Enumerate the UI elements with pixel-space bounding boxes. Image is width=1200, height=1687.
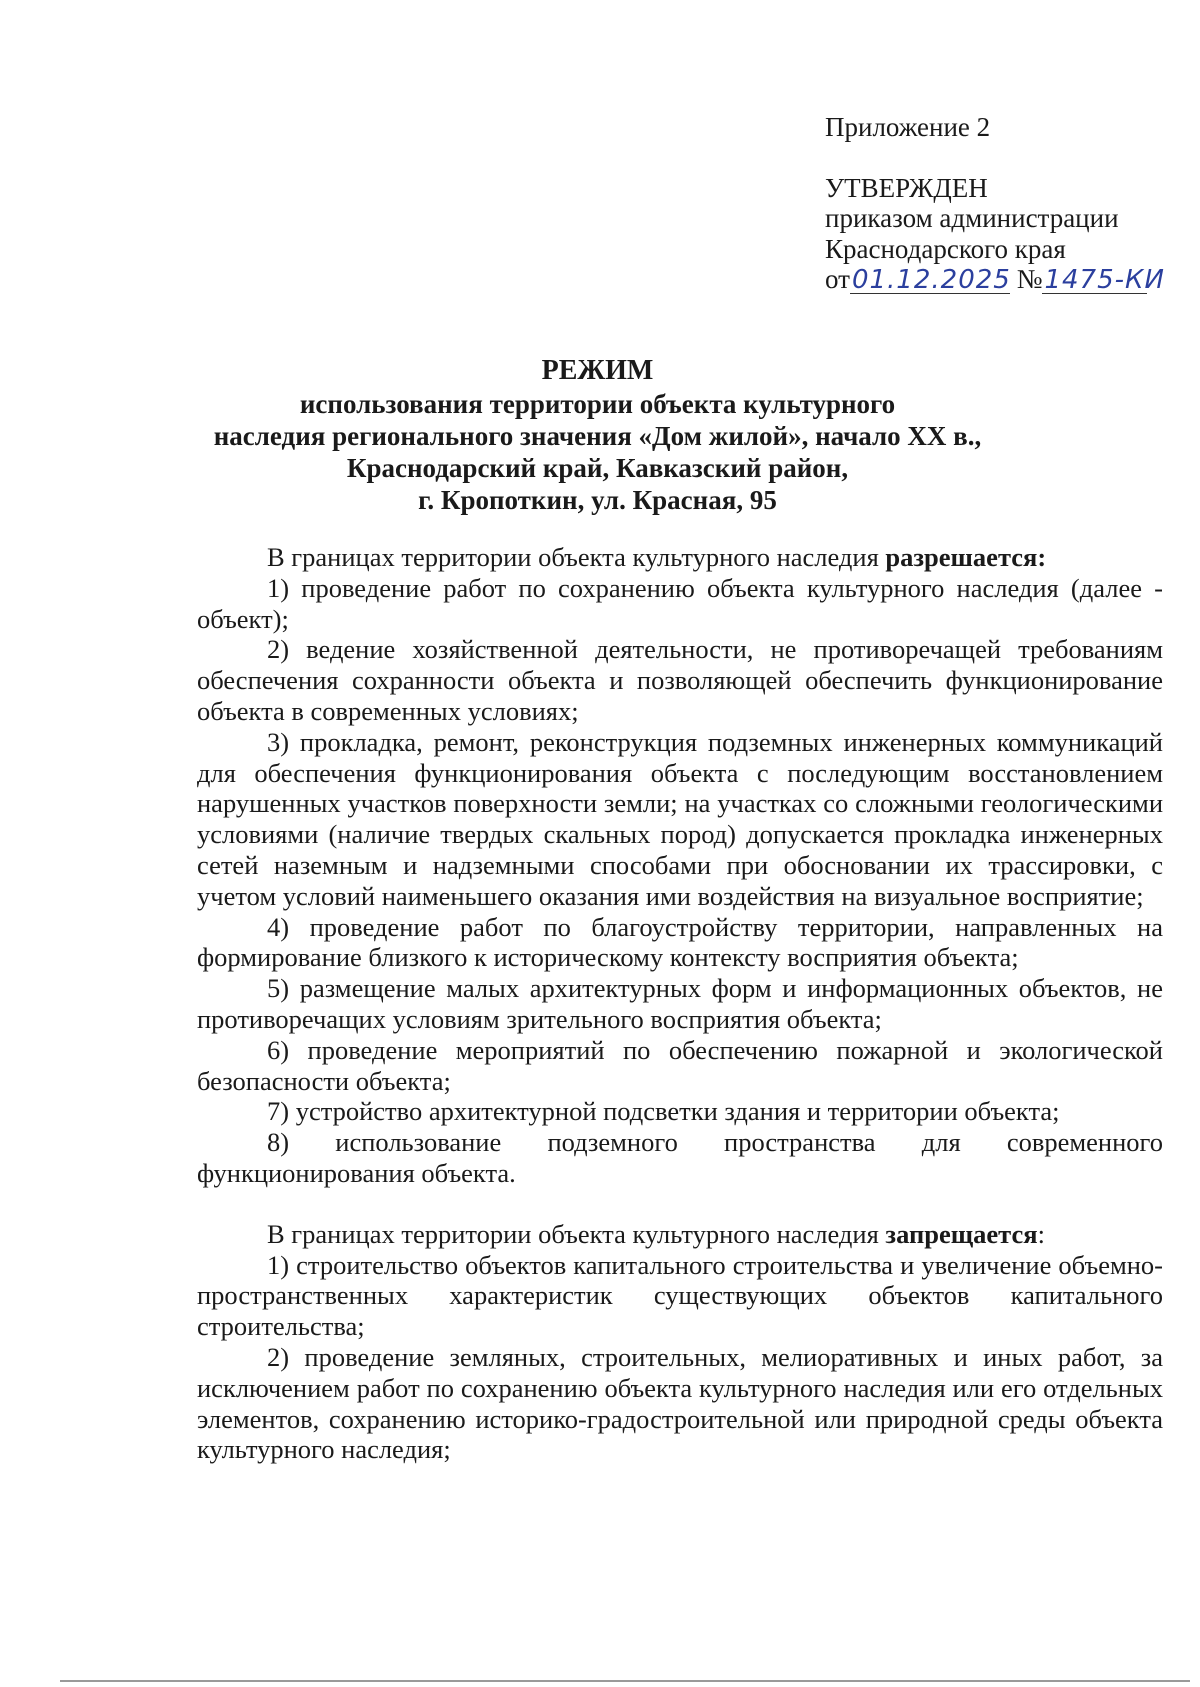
title-main: РЕЖИМ <box>541 355 654 386</box>
allowed-item: 2) ведение хозяйственной деятельности, не противоречащей требованиям обеспечения сохранности объекта и позволяющей обеспечить функционирование объекта в современных условиях; <box>197 634 1163 726</box>
allowed-item: 5) размещение малых архитектурных форм и информационных объектов, не противоречащих условиям зрительного восприятия объекта; <box>197 973 1163 1034</box>
appendix-label: Приложение 2 <box>825 112 991 142</box>
date-prefix: от <box>825 264 850 294</box>
allowed-keyword: разрешается: <box>885 542 1047 572</box>
title-line-2: наследия регионального значения «Дом жилой», начало XX в., <box>213 421 982 451</box>
title-line-1: использования территории объекта культурного <box>299 389 896 419</box>
approved-by-line1: приказом администрации <box>825 203 1119 233</box>
forbidden-item: 1) строительство объектов капитального строительства и увеличение объемно-пространственных характеристик существующих объектов капитального строительства; <box>197 1249 1163 1342</box>
approval-block <box>825 112 1165 295</box>
title-line-4: г. Кропоткин, ул. Красная, 95 <box>418 485 777 515</box>
approved-label: УТВЕРЖДЕН <box>825 172 988 203</box>
forbidden-keyword: запрещается <box>885 1218 1038 1249</box>
allowed-item: 6) проведение мероприятий по обеспечению пожарной и экологической безопасности объекта; <box>197 1034 1163 1096</box>
page-bottom-edge <box>60 1680 1190 1682</box>
allowed-intro: В границах территории объекта культурного наследия разрешается: <box>267 542 1047 572</box>
allowed-item: 3) прокладка, ремонт, реконструкция подземных инженерных коммуникаций для обеспечения функционирования объекта с последующим восстановлением нарушенных участков поверхности земли; на участках со сложными геологическими условиями (наличие твердых скальных пород) допускается прокладка инженерных сетей наземным и надземными способами при обосновании их трассировки, с учетом условий наименьшего оказания ими воздействия на визуальное восприятие; <box>197 726 1163 911</box>
allowed-item: 8) использование подземного пространства для современного функционирования объекта. <box>197 1127 1163 1188</box>
forbidden-item: 2) проведение земляных, строительных, мелиоративных и иных работ, за исключением работ по сохранению объекта культурного наследия или его отдельных элементов, сохранению историко-градостроительной или природной среды объекта культурного наследия; <box>197 1341 1163 1465</box>
forbidden-intro: В границах территории объекта культурного наследия запрещается: <box>267 1218 1045 1249</box>
allowed-item: 4) проведение работ по благоустройству территории, направленных на формирование близкого к историческому контексту восприятия объекта; <box>197 911 1163 973</box>
allowed-item: 1) проведение работ по сохранению объекта культурного наследия (далее - объект); <box>197 572 1163 634</box>
allowed-item: 7) устройство архитектурной подсветки здания и территории объекта; <box>267 1096 1060 1127</box>
approved-by-line2: Краснодарского края <box>825 233 1066 264</box>
order-date-line <box>825 264 1165 295</box>
handwritten-number: 1475-КИ <box>1044 265 1165 295</box>
handwritten-date: 01.12.2025 <box>851 265 1011 295</box>
number-prefix: № <box>1016 264 1043 294</box>
title-line-3: Краснодарский край, Кавказский район, <box>346 453 849 483</box>
document-body <box>197 542 1163 1465</box>
document-title <box>195 355 1000 516</box>
